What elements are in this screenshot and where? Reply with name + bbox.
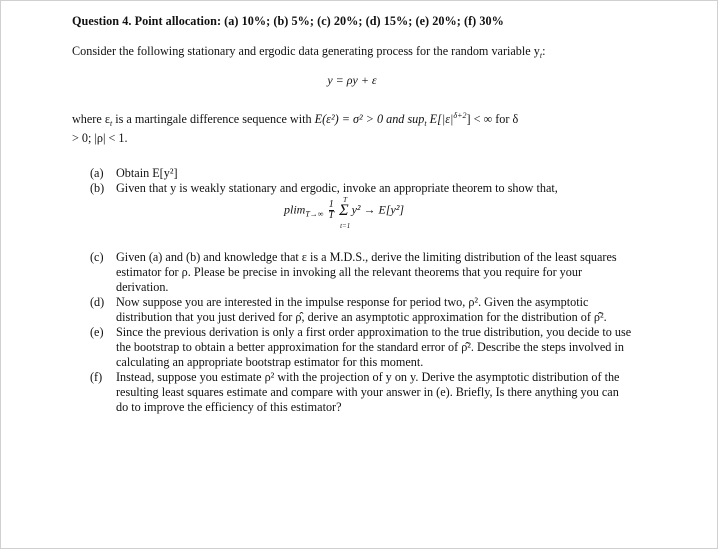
part-d-text: Now suppose you are interested in the impulse response for period two, ρ². Given the asymptotic distribution that you just derived for ρ̂, derive an asymptotic approximation for the distribution of ρ̂².: [116, 295, 607, 324]
question-number: Question 4.: [72, 14, 132, 28]
summation-symbol: Σ T t=1: [339, 196, 351, 230]
point-allocation: Point allocation: (a) 10%; (b) 5%; (c) 20%; (d) 15%; (e) 20%; (f) 30%: [134, 14, 504, 28]
model-equation-text: y = ρy + ε: [327, 73, 377, 87]
document-page: [72, 14, 632, 415]
part-c: (c) Given (a) and (b) and knowledge that ε is a M.D.S., derive the limiting distribution of the least squares estimator for ρ. Please be precise in invoking all the relevant theorems that you require for your derivation.: [90, 250, 617, 294]
intro-text: Consider the following stationary and ergodic data generating process for the random variable $y_t$:: [72, 44, 546, 60]
plim-body: y² → E[y²]: [351, 202, 405, 217]
part-b-text: Given that y is weakly stationary and ergodic, invoke an appropriate theorem to show that,: [116, 181, 558, 195]
model-equation: [72, 73, 632, 88]
part-e-text: Since the previous derivation is only a first order approximation to the true distribution, you decide to use the bootstrap to obtain a better approximation for the standard error of ρ̂². Describe the steps involved in calculating an appropriate bootstrap estimator for this moment.: [116, 325, 632, 369]
part-a-text: Obtain E[y²]: [116, 166, 178, 180]
question-parts: [72, 166, 632, 196]
part-a: (a) Obtain E[y²]: [90, 166, 178, 180]
plim-equation: $plim_{T\to\infty} \frac{1}{T}$ Σ T t=1 y² → E[y²]: [284, 196, 405, 230]
part-b: (b) Given that y is weakly stationary and ergodic, invoke an appropriate theorem to show that,: [90, 181, 558, 195]
fraction: $\frac{1}{T}$: [328, 199, 335, 221]
question-parts-continued: [72, 250, 632, 415]
part-c-text: Given (a) and (b) and knowledge that ε is a M.D.S., derive the limiting distribution of the least squares estimator for ρ. Please be precise in invoking all the relevant theorems that you require for your derivation.: [116, 250, 617, 294]
question-heading: [72, 14, 632, 29]
part-f: (f) Instead, suppose you estimate ρ² with the projection of y on y. Derive the asymptotic distribution of the resulting least squares estimate and compare with your answer in (e). Briefly, Is there anything you can do to improve the efficiency of this estimator?: [90, 370, 620, 414]
part-f-text: Instead, suppose you estimate ρ² with the projection of y on y. Derive the asymptotic distribution of the resulting least squares estimate and compare with your answer in (e). Briefly, Is there anything you can do to improve the efficiency of this estimator?: [116, 370, 620, 414]
part-e: (e) Since the previous derivation is only a first order approximation to the true distribution, you decide to use the bootstrap to obtain a better approximation for the standard error of ρ̂². Describe the steps involved in calculating an appropriate bootstrap estimator for this moment.: [90, 325, 632, 369]
part-d: (d) Now suppose you are interested in the impulse response for period two, ρ². Given the asymptotic distribution that you just derived for ρ̂, derive an asymptotic approximation for the distribution of ρ̂².: [90, 295, 607, 324]
where-paragraph: where $\varepsilon_t$ is a martingale difference sequence with E(ε²) = σ² > 0 and sup$_t$ $E[|\varepsilon|^{\delta+2}]$ < ∞ for δ > 0; |ρ| < 1.: [72, 111, 519, 145]
